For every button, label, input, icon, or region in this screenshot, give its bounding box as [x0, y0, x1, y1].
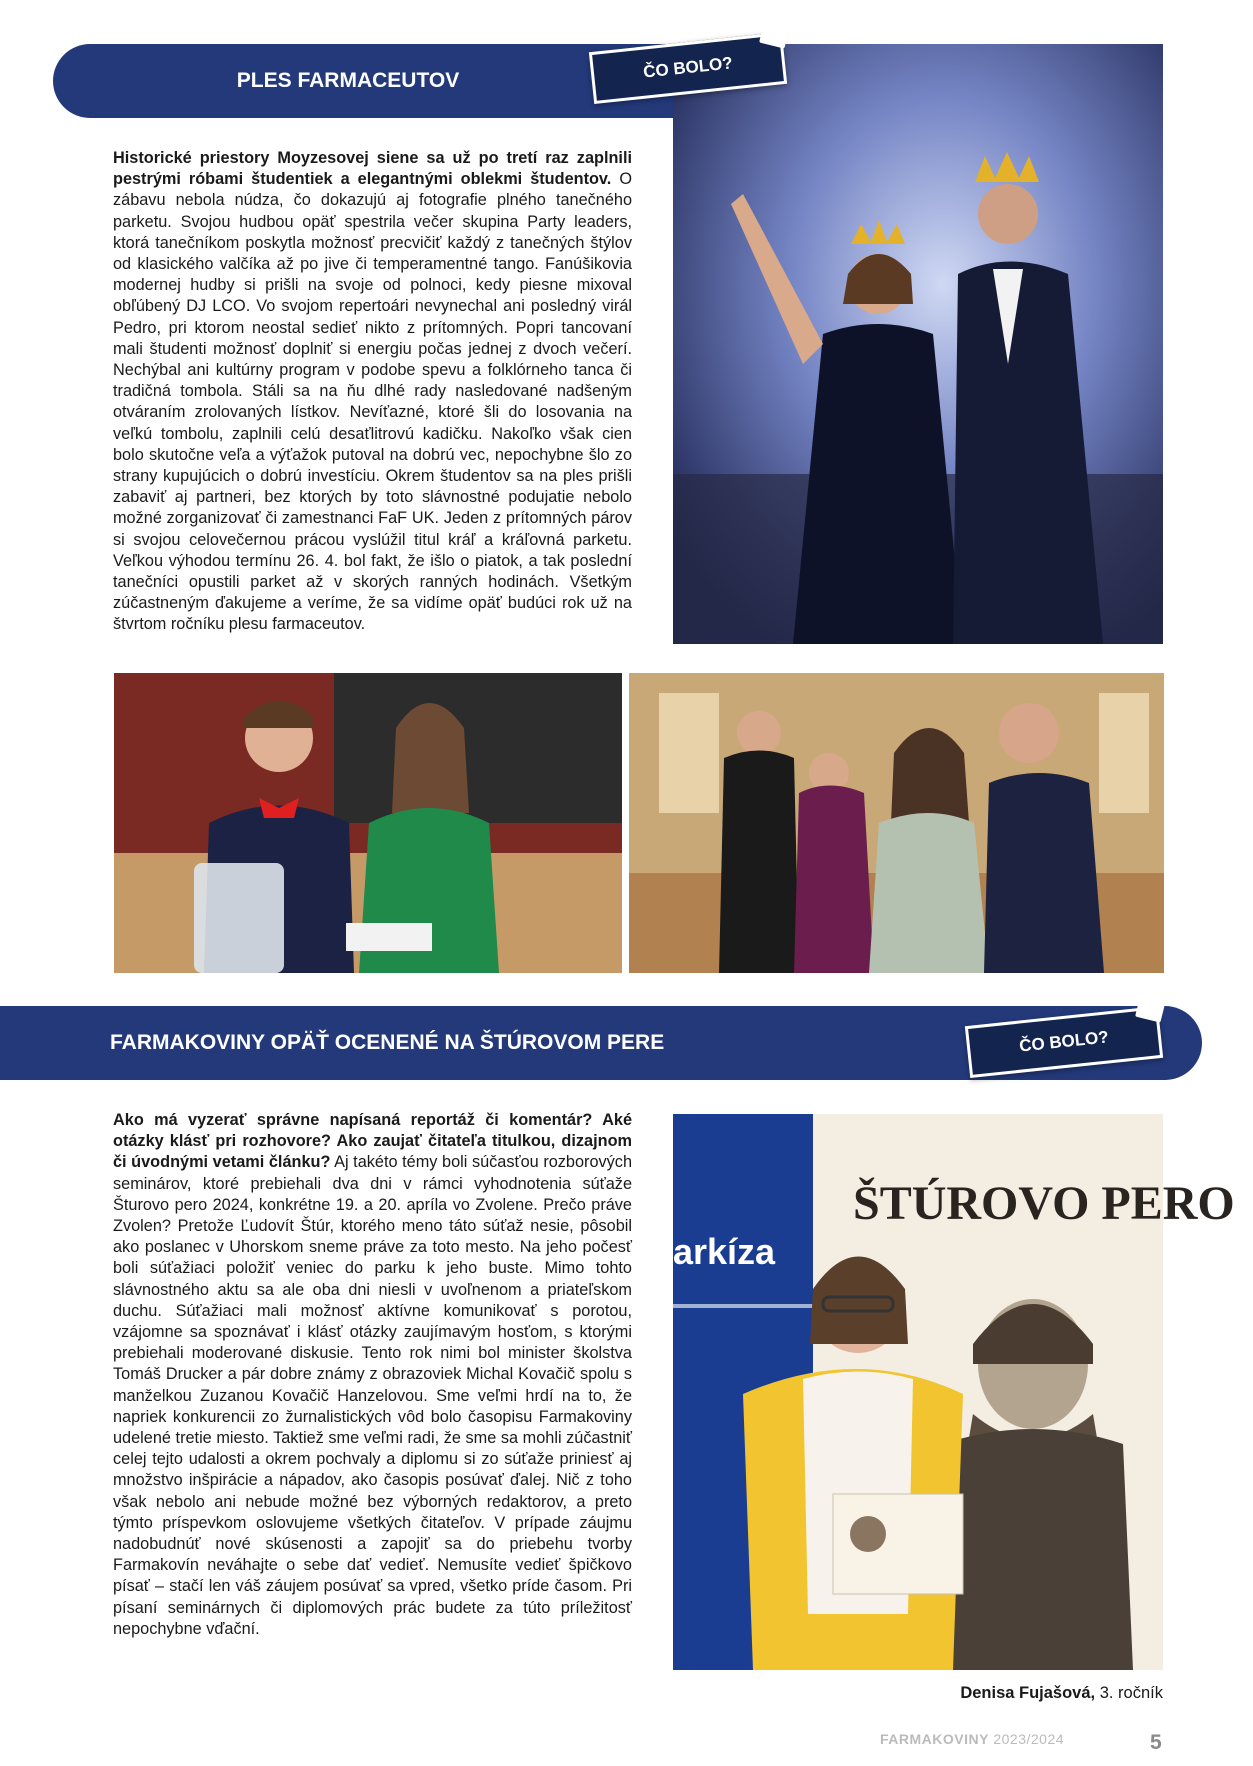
photo-banner-text: ŠTÚROVO PERO	[853, 1177, 1235, 1230]
article-ples-farmaceutov	[113, 148, 632, 636]
caption-name: Denisa Fujašová,	[960, 1684, 1096, 1702]
section2-title: FARMAKOVINY OPÄŤ OCENENÉ NA ŠTÚROVOM PERE	[110, 1031, 665, 1054]
footer-year: 2023/2024	[988, 1731, 1065, 1747]
article-lead: Historické priestory Moyzesovej siene sa už po tretí raz zaplnili pestrými róbami študentiek a elegantnými oblekmi študentov.	[113, 149, 632, 189]
article-body: O zábavu nebola núdza, čo dokazujú aj fotografie plného tanečného parketu. Svojou hudbou opäť spestrila večer skupina Party leaders, ktorá tanečníkom poskytla možnosť precvičiť každý z tanečných štýlov od klasického valčíka až po jive či temperamentné tango. Fanúšikovia modernej hudby si prišli na svoje od polnoci, kedy piesne mixoval obľúbený DJ LCO. Vo svojom repertoári nevynechal ani posledný virál Pedro, pri ktorom neostal sedieť nikto z prítomných. Popri tancovaní mali študenti možnosť doplniť si energiu počas jednej z dvoch večerí. Nechýbal ani kultúrny program v podobe spevu a folklórneho tanca či tradičná tombola. Stáli sa na ňu dlhé rady nasledované nadšeným otváraním zrolovaných lístkov. Nevíťazné, ktoré šli do losovania na veľkú tombolu, zaplnili celú desaťlitrovú kadičku. Nakoľko však cien bolo skutočne veľa a výťažok putoval na dobrú vec, nepochybne šlo zo strany kupujúcich o dobrú investíciu. Okrem študentov sa na ples prišli zabaviť aj partneri, bez ktorých by toto slávnostné podujatie nebolo možné zorganizovať či zamestnanci FaF UK. Jeden z prítomných párov si svojou celovečernou prácou vyslúžil titul kráľ a kráľovná parketu. Veľkou výhodou termínu 26. 4. bol fakt, že išlo o piatok, a tak poslední tanečníci opustili parket až v skorých ranných hodinách. Všetkým zúčastneným ďakujeme a veríme, že sa vidíme opäť budúci rok už na štvrtom ročníku plesu farmaceutov.	[113, 170, 632, 634]
photo-caption	[760, 1684, 1163, 1703]
tag-fold-icon	[759, 23, 789, 49]
article2-body: Aj takéto témy boli súčasťou rozborových seminárov, ktoré prebiehali dva dni v rámci vyhodnotenia súťaže Šturovo pero 2024, konkrétne 19. a 20. apríla vo Zvolene. Prečo práve Zvolen? Pretože Ľudovít Štúr, ktorého meno táto súťaž nesie, pôsobil ako poslanec v Uhorskom sneme práve za toto mesto. Na jeho počesť boli súťažiaci položiť veniec do parku k jeho buste. Mimo tohto slávnostného aktu sa ale oba dni niesli v uvoľnenom a priateľskom duchu. Súťažiaci mali možnosť aktívne komunikovať s porotou, vzájomne sa spoznávať i klásť otázky zaujímavým hosťom, s ktorými prebiehali moderované diskusie. Tento rok nimi bol minister školstva Tomáš Drucker a pár dobre známy z obrazoviek Michal Kovačič spolu s manželkou Zuzanou Kovačič Hanzelovou. Sme veľmi hrdí na to, že napriek konkurencii zo žurnalistických vôd bolo časopisu Farmakoviny udelené tretie miesto. Taktiež sme veľmi radi, že sme sa mohli zúčastniť celej tejto udalosti a okrem pochvaly a diplomu si zo súťaže priniesť aj množstvo inšpirácie a nápadov, ako časopis posúvať ďalej. Nič z toho však nebolo ani nebude možné bez výborných redaktorov, a preto týmto príspevkom oslovujeme všetkých čitateľov. V prípade záujmu nadobudnúť nové skúsenosti a zapojiť sa do priebehu tvorby Farmakovín neváhajte o sebe dať vedieť. Nemusíte vedieť špičkovo písať – stačí len váš záujem posúvať sa vpred, všetko príde časom. Pri písaní seminárnych či diplomových prác budete za túto príležitosť nepochybne vďační.	[113, 1153, 632, 1638]
photo-dancing	[629, 673, 1164, 973]
page-number: 5	[1150, 1731, 1162, 1754]
article2-lead: Ako má vyzerať správne napísaná reportáž či komentár? Aké otázky klásť pri rozhovore? Ako zaujať čitateľa titulkou, dizajnom či úvodnými vetami článku?	[113, 1111, 632, 1172]
photo-award-winner	[673, 1114, 1235, 1670]
section1-title-banner	[53, 44, 673, 118]
tag-label-2: ČO BOLO?	[1018, 1027, 1110, 1056]
section1-title: PLES FARMACEUTOV	[236, 69, 460, 92]
caption-role: 3. ročník	[1095, 1684, 1163, 1702]
footer-magazine	[880, 1731, 1064, 1747]
tag-label: ČO BOLO?	[642, 53, 734, 82]
footer-magazine-name: FARMAKOVINY	[880, 1731, 989, 1747]
photo-tombola	[114, 673, 622, 973]
tag-fold-icon-2	[1135, 997, 1165, 1023]
photo-king-queen	[673, 44, 1163, 644]
article-sturovo-pero	[113, 1110, 632, 1640]
photo-side-text: arkíza	[673, 1231, 776, 1272]
